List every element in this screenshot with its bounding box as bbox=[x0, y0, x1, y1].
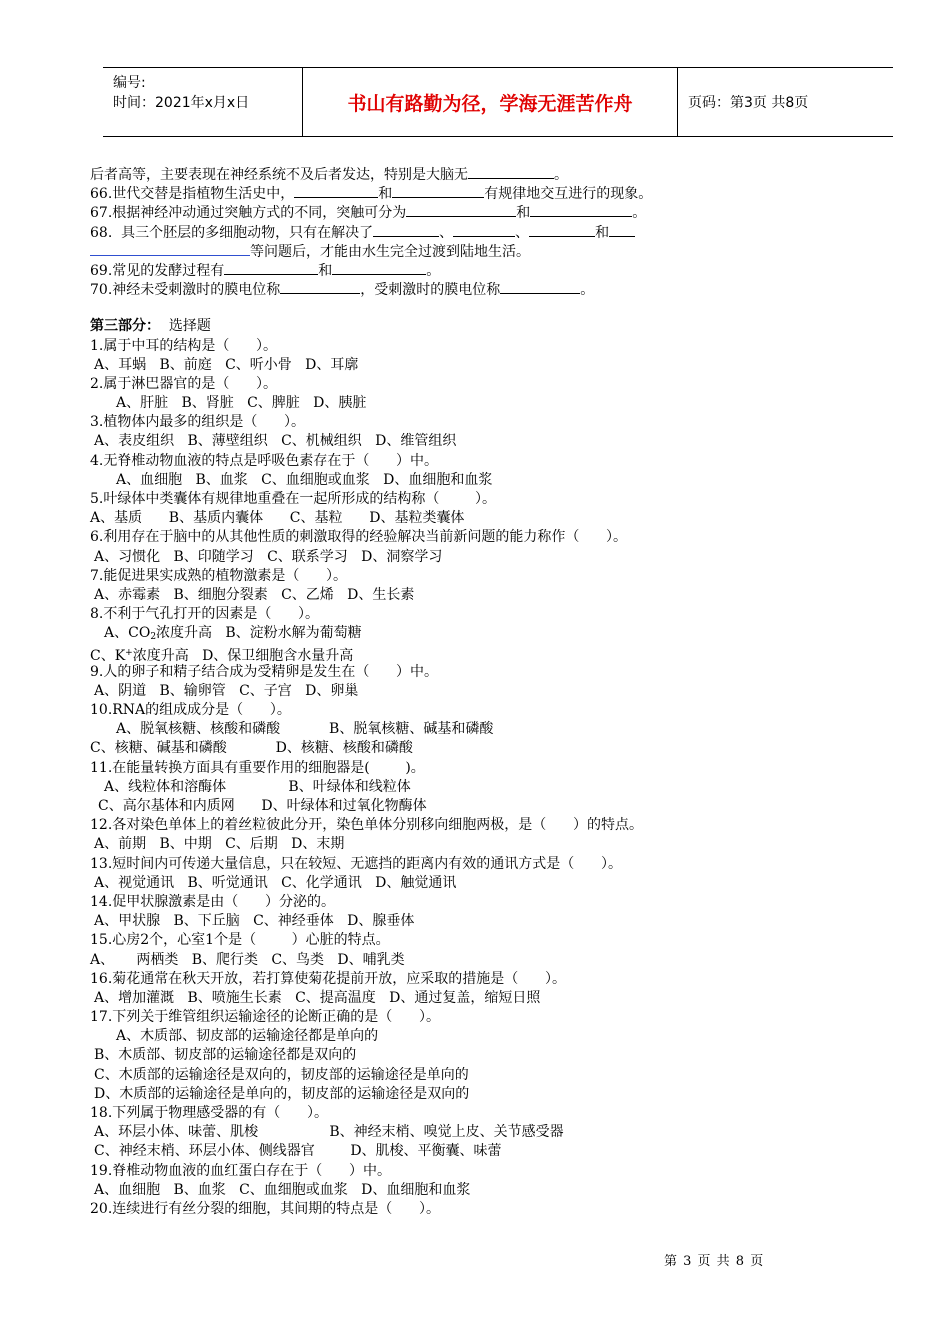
text: 。 bbox=[554, 167, 568, 183]
text: 和 bbox=[595, 224, 610, 241]
mc-options: A、耳蜗 B、前庭 C、听小骨 D、耳廓 bbox=[94, 356, 359, 373]
mc-options: A、肝脏 B、肾脏 C、脾脏 D、胰脏 bbox=[116, 395, 367, 412]
text: ，受刺激时的膜电位称 bbox=[360, 282, 501, 299]
mc-line: 18.下列属于物理感受器的有（ ）。 bbox=[90, 1105, 328, 1121]
mc-options bbox=[90, 624, 890, 643]
mc-line: 16.菊花通常在秋天开放，若打算使菊花提前开放，应采取的措施是（ ）。 bbox=[90, 970, 566, 987]
blank bbox=[530, 202, 632, 217]
mc-options: A、脱氧核糖、核酸和磷酸 B、脱氧核糖、碱基和磷酸 bbox=[116, 721, 494, 738]
blank bbox=[609, 222, 635, 237]
question-68-cont bbox=[90, 241, 890, 260]
mc-options: C、神经末梢、环层小体、侧线器官 D、肌梭、平衡囊、味蕾 bbox=[94, 1143, 502, 1160]
mc-line: 12.各对染色单体上的着丝粒彼此分开，染色单体分别移向细胞两极，是（ ）的特点。 bbox=[90, 817, 643, 834]
blank bbox=[392, 183, 484, 198]
section-title bbox=[90, 317, 890, 336]
text: 后者高等，主要表现在神经系统不及后者发达，特别是大脑无 bbox=[90, 167, 468, 183]
mc-options: A、增加灌溉 B、喷施生长素 C、提高温度 D、通过复盖，缩短日照 bbox=[94, 989, 541, 1006]
mc-line: 9.人的卵子和精子结合成为受精卵是发生在（ ）中。 bbox=[90, 663, 439, 680]
text: A、CO bbox=[104, 625, 151, 642]
blank bbox=[90, 241, 250, 256]
blank bbox=[332, 260, 426, 275]
question-66 bbox=[90, 183, 890, 202]
text: 、 bbox=[439, 224, 454, 241]
mc-options: A、基质 B、基质内囊体 C、基粒 D、基粒类囊体 bbox=[90, 510, 465, 527]
blank bbox=[280, 279, 360, 294]
section-label: 第三部分： bbox=[90, 318, 160, 335]
blank bbox=[453, 222, 515, 237]
blank bbox=[468, 164, 554, 179]
text: 和 bbox=[378, 186, 393, 203]
mc-options: A、阴道 B、输卵管 C、子宫 D、卵巢 bbox=[94, 682, 359, 699]
mc-options: A、血细胞 B、血浆 C、血细胞或血浆 D、血细胞和血浆 bbox=[116, 471, 493, 488]
page-header bbox=[103, 67, 893, 137]
mc-options: A、甲状腺 B、下丘脑 C、神经垂体 D、腺垂体 bbox=[94, 913, 415, 930]
text: 浓度升高 B、淀粉水解为葡萄糖 bbox=[156, 625, 362, 642]
mc-line: 19.脊椎动物血液的血红蛋白存在于（ ）中。 bbox=[90, 1162, 391, 1179]
question-70 bbox=[90, 279, 890, 298]
blank bbox=[373, 222, 439, 237]
mc-line: 17.下列关于维管组织运输途径的论断正确的是（ ）。 bbox=[90, 1009, 440, 1026]
text: 70.神经未受刺激时的膜电位称 bbox=[90, 282, 281, 299]
subscript: 2 bbox=[150, 632, 157, 643]
text: 有规律地交互进行的现象。 bbox=[484, 186, 653, 203]
mc-options: A、线粒体和溶酶体 B、叶绿体和线粒体 bbox=[104, 778, 411, 795]
fill-line bbox=[90, 164, 890, 183]
mc-options: B、木质部、韧皮部的运输途径都是双向的 bbox=[94, 1047, 357, 1064]
mc-line: 11.在能量转换方面具有重要作用的细胞器是( )。 bbox=[90, 759, 425, 776]
mc-line: 8.不利于气孔打开的因素是（ ）。 bbox=[90, 606, 320, 623]
mc-line: 15.心房2个，心室1个是（ ）心脏的特点。 bbox=[90, 932, 390, 949]
header-page-info: 页码：第3页 共8页 bbox=[688, 95, 809, 111]
question-67 bbox=[90, 202, 890, 221]
blank bbox=[529, 222, 595, 237]
document-body bbox=[90, 164, 890, 1219]
section-subtitle: 选择题 bbox=[160, 318, 211, 335]
mc-line: 3.植物体内最多的组织是（ ）。 bbox=[90, 414, 306, 431]
mc-options: C、高尔基体和内质网 D、叶绿体和过氧化物酶体 bbox=[98, 798, 427, 814]
mc-options: A、视觉通讯 B、听觉通讯 C、化学通讯 D、触觉通讯 bbox=[94, 874, 457, 891]
mc-line: 7.能促进果实成熟的植物激素是（ ）。 bbox=[90, 567, 348, 584]
page-footer: 第 3 页 共 8 页 bbox=[664, 1254, 765, 1269]
text: 和 bbox=[318, 262, 333, 279]
text: 67.根据神经冲动通过突触方式的不同，突触可分为 bbox=[90, 205, 407, 222]
mc-options: A、表皮组织 B、薄壁组织 C、机械组织 D、维管组织 bbox=[94, 433, 457, 450]
text: 、 bbox=[515, 224, 530, 241]
text: C、K bbox=[90, 647, 126, 664]
superscript: + bbox=[125, 647, 133, 658]
mc-line: 2.属于淋巴器官的是（ ）。 bbox=[90, 375, 278, 392]
mc-options: A、 两栖类 B、爬行类 C、鸟类 D、哺乳类 bbox=[90, 951, 405, 968]
blank bbox=[294, 183, 378, 198]
mc-line: 5.叶绿体中类囊体有规律地重叠在一起所形成的结构称（ ）。 bbox=[90, 491, 496, 507]
text: 浓度升高 D、保卫细胞含水量升高 bbox=[132, 647, 354, 664]
mc-options bbox=[90, 644, 890, 663]
text: 。 bbox=[580, 282, 595, 299]
mc-options: D、木质部的运输途径是单向的，韧皮部的运输途径是双向的 bbox=[94, 1085, 470, 1102]
blank bbox=[406, 202, 516, 217]
header-meta bbox=[103, 68, 303, 136]
mc-options: A、木质部、韧皮部的运输途径都是单向的 bbox=[116, 1028, 379, 1045]
text: 。 bbox=[632, 205, 647, 222]
mc-options: A、前期 B、中期 C、后期 D、末期 bbox=[94, 836, 345, 853]
text: 69.常见的发酵过程有 bbox=[90, 262, 225, 279]
mc-options: C、核糖、碱基和磷酸 D、核糖、核酸和磷酸 bbox=[90, 740, 413, 757]
header-motto: 书山有路勤为径，学海无涯苦作舟 bbox=[303, 68, 678, 136]
text: 等问题后，才能由水生完全过渡到陆地生活。 bbox=[250, 243, 530, 260]
mc-options: A、习惯化 B、印随学习 C、联系学习 D、洞察学习 bbox=[94, 548, 443, 565]
text: 68. 具三个胚层的多细胞动物，只有在解决了 bbox=[90, 224, 374, 241]
text: 66.世代交替是指植物生活史中， bbox=[90, 186, 295, 203]
mc-options: A、血细胞 B、血浆 C、血细胞或血浆 D、血细胞和血浆 bbox=[94, 1181, 471, 1198]
mc-line: 14.促甲状腺激素是由（ ）分泌的。 bbox=[90, 893, 335, 910]
mc-options: A、环层小体、味蕾、肌梭 B、神经末梢、嗅觉上皮、关节感受器 bbox=[94, 1124, 564, 1141]
blank bbox=[224, 260, 318, 275]
mc-options: A、赤霉素 B、细胞分裂素 C、乙烯 D、生长素 bbox=[94, 586, 415, 603]
mc-line: 1.属于中耳的结构是（ ）。 bbox=[90, 337, 278, 354]
question-68 bbox=[90, 222, 890, 241]
text: 。 bbox=[426, 262, 441, 279]
blank bbox=[500, 279, 580, 294]
mc-line: 13.短时间内可传递大量信息，只在较短、无遮挡的距离内有效的通讯方式是（ ）。 bbox=[90, 855, 622, 872]
number-label: 编号: bbox=[113, 75, 146, 91]
time-label: 时间：2021年x月x日 bbox=[113, 95, 250, 111]
question-69 bbox=[90, 260, 890, 279]
text: 和 bbox=[516, 205, 531, 222]
mc-line: 6.利用存在于脑中的从其他性质的刺激取得的经验解决当前新问题的能力称作（ ）。 bbox=[90, 529, 628, 546]
mc-line: 20.连续进行有丝分裂的细胞，其间期的特点是（ ）。 bbox=[90, 1200, 440, 1217]
mc-options: C、木质部的运输途径是双向的，韧皮部的运输途径是单向的 bbox=[94, 1066, 469, 1083]
mc-line: 10.RNA的组成成分是（ ）。 bbox=[90, 702, 291, 719]
mc-line: 4.无脊椎动物血液的特点是呼吸色素存在于（ ）中。 bbox=[90, 452, 439, 469]
